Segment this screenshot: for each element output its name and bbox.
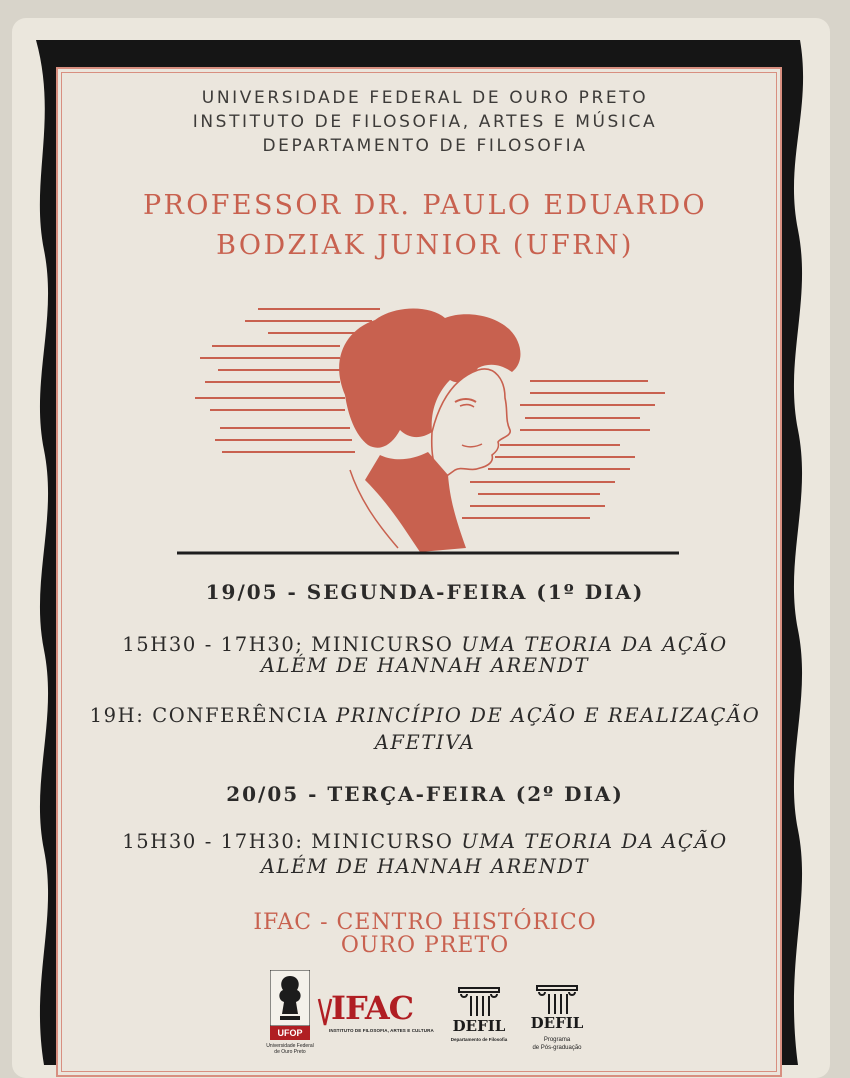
defil-ppg-name: DEFIL xyxy=(530,1014,584,1032)
venue-line1: IFAC - CENTRO HISTÓRICO xyxy=(253,910,597,935)
day2-event1-time: 15H30 - 17H30: MINICURSO xyxy=(122,830,462,853)
ufop-label: UFOP xyxy=(270,1026,310,1040)
column-icon xyxy=(457,986,501,1018)
speaker-name-line1: PROFESSOR DR. PAULO EDUARDO xyxy=(142,190,708,221)
ufop-caption-1: Universidade Federal xyxy=(266,1043,314,1049)
day1-event2-title: PRINCÍPIO DE AÇÃO E REALIZAÇÃO xyxy=(336,704,761,727)
day2-event1-title-cont: ALÉM DE HANNAH ARENDT xyxy=(260,855,590,878)
defil-logo xyxy=(448,986,510,1048)
institution-university: UNIVERSIDADE FEDERAL DE OURO PRETO xyxy=(201,88,649,108)
ifac-logo xyxy=(317,989,435,1037)
ufop-caption-2: de Ouro Preto xyxy=(274,1049,306,1055)
defil-ppg-logo xyxy=(526,984,588,1056)
institution-department: DEPARTAMENTO DE FILOSOFIA xyxy=(262,136,588,156)
day2-event1 xyxy=(0,829,850,854)
ifac-caption: INSTITUTO DE FILOSOFIA, ARTES E CULTURA xyxy=(329,1028,434,1033)
day1-event1-cont xyxy=(0,653,850,678)
day1-heading: 19/05 - SEGUNDA-FEIRA (1º DIA) xyxy=(205,580,645,604)
portrait-head xyxy=(339,308,520,552)
ufop-logo xyxy=(266,970,314,1055)
defil-name: DEFIL xyxy=(452,1017,506,1035)
defil-ppg-caption-1: Programa xyxy=(543,1037,571,1043)
defil-caption: Departamento de Filosofia xyxy=(450,1037,508,1042)
day1-event2-time: 19H: CONFERÊNCIA xyxy=(89,704,337,727)
day2-heading: 20/05 - TERÇA-FEIRA (2º DIA) xyxy=(226,782,624,806)
column-icon xyxy=(535,984,579,1016)
day1-event1-time: 15H30 - 17H30; MINICURSO xyxy=(122,633,462,656)
ifac-name: IFAC xyxy=(331,989,414,1027)
defil-ppg-caption-2: de Pós-graduação xyxy=(532,1045,582,1051)
day1-event2-cont xyxy=(0,730,850,755)
day2-event1-title: UMA TEORIA DA AÇÃO xyxy=(461,830,728,853)
day1-event2 xyxy=(0,703,850,728)
speaker-name-line2: BODZIAK JUNIOR (UFRN) xyxy=(216,230,634,261)
ufop-emblem-icon xyxy=(270,970,310,1026)
institution-institute: INSTITUTO DE FILOSOFIA, ARTES E MÚSICA xyxy=(192,112,658,132)
day1-event1-title: UMA TEORIA DA AÇÃO xyxy=(461,633,728,656)
day1-event2-title-cont: AFETIVA xyxy=(374,731,476,754)
venue-line2: OURO PRETO xyxy=(340,933,510,958)
day1-event1-title-cont: ALÉM DE HANNAH ARENDT xyxy=(260,654,590,677)
day2-event1-cont xyxy=(0,854,850,879)
